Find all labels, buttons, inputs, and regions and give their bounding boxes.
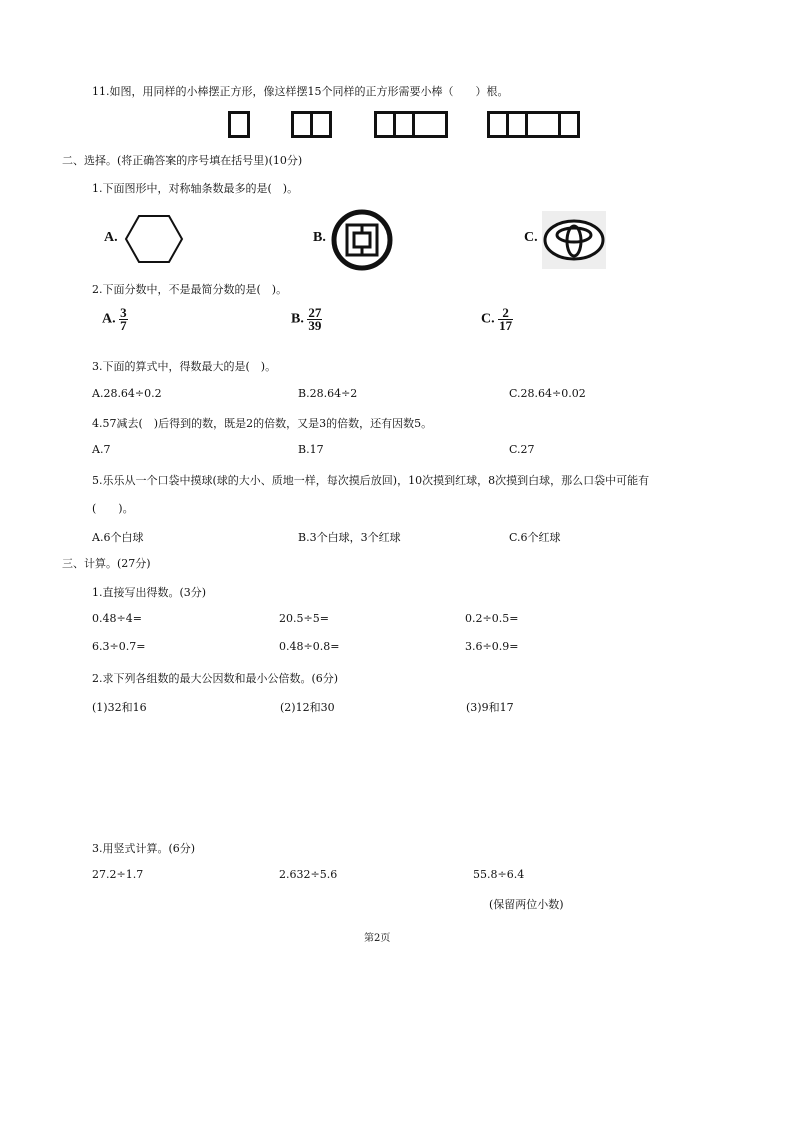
square-group-2-b	[310, 111, 332, 138]
question-11: 11.如图，用同样的小棒摆正方形，像这样摆15个同样的正方形需要小棒（ ）根。	[92, 85, 509, 98]
square-group-3-c	[412, 111, 448, 138]
s2-q2-a-label: A.	[102, 311, 116, 327]
fraction-c-denominator: 17	[499, 318, 513, 333]
fraction-a	[119, 307, 128, 332]
s3-q3-item: 55.8÷6.4	[473, 868, 525, 881]
s2-question-3: 3.下面的算式中，得数最大的是( )。	[92, 360, 277, 373]
s2-q2-option-c	[481, 307, 513, 332]
s2-q1-option-b-label: B.	[313, 230, 326, 245]
s3-q1-expr: 3.6÷0.9=	[465, 640, 519, 653]
fraction-c-numerator: 2	[498, 307, 513, 320]
s2-q4-option-a: A.7	[92, 443, 111, 456]
s3-q1-expr: 20.5÷5=	[279, 612, 329, 625]
s2-q3-option-b: B.28.64÷2	[298, 387, 358, 400]
s2-q4-option-b: B.17	[298, 443, 324, 456]
s3-q3-item: 27.2÷1.7	[92, 868, 144, 881]
s3-q1-expr: 6.3÷0.7=	[92, 640, 146, 653]
s2-question-1: 1.下面图形中，对称轴条数最多的是( )。	[92, 182, 299, 195]
s3-q1-expr: 0.48÷0.8=	[279, 640, 340, 653]
fraction-b-denominator: 39	[308, 318, 322, 333]
s3-q3-note: (保留两位小数)	[489, 898, 564, 911]
section-2-title: 二、选择。(将正确答案的序号填在括号里)(10分)	[62, 154, 303, 167]
toyota-logo-figure	[542, 211, 606, 269]
s2-q3-option-c: C.28.64÷0.02	[509, 387, 586, 400]
s2-q4-option-c: C.27	[509, 443, 535, 456]
hexagon-figure	[124, 214, 184, 264]
s3-q1-expr: 0.2÷0.5=	[465, 612, 519, 625]
s2-q2-option-b	[291, 307, 322, 332]
s2-question-4: 4.57减去( )后得到的数，既是2的倍数，又是3的倍数，还有因数5。	[92, 417, 433, 430]
fraction-a-denominator: 7	[120, 318, 127, 333]
section-3-title: 三、计算。(27分)	[62, 557, 151, 570]
s2-q2-option-a	[102, 307, 128, 332]
s2-question-5-line-2: ( )。	[92, 502, 134, 515]
s2-q1-option-a-label: A.	[104, 230, 118, 245]
square-group-4-c	[525, 111, 561, 138]
stick-squares-figure	[228, 111, 588, 141]
square-group-4-d	[558, 111, 580, 138]
fraction-b-numerator: 27	[308, 305, 322, 320]
s2-q5-option-a: A.6个白球	[92, 531, 144, 544]
s2-q5-option-b: B.3个白球，3个红球	[298, 531, 401, 544]
s3-q2-item: (1)32和16	[92, 701, 147, 714]
fraction-b	[307, 307, 322, 332]
page-number: 第2页	[364, 933, 391, 944]
s3-question-3: 3.用竖式计算。(6分)	[92, 842, 196, 855]
s2-question-2: 2.下面分数中，不是最简分数的是( )。	[92, 283, 288, 296]
square-group-1	[228, 111, 250, 138]
s2-q2-b-label: B.	[291, 311, 304, 327]
s2-q3-option-a: A.28.64÷0.2	[92, 387, 162, 400]
s2-q2-c-label: C.	[481, 311, 495, 327]
fraction-c	[498, 307, 513, 332]
s2-q1-option-c-label: C.	[524, 230, 538, 245]
s3-question-1: 1.直接写出得数。(3分)	[92, 586, 207, 599]
s3-q2-item: (3)9和17	[466, 701, 514, 714]
s3-question-2: 2.求下列各组数的最大公因数和最小公倍数。(6分)	[92, 672, 339, 685]
s2-question-5-line-1: 5.乐乐从一个口袋中摸球(球的大小、质地一样，每次摸后放回)，10次摸到红球，8次摸到白球，那么口袋中可能有	[92, 474, 650, 487]
s3-q1-expr: 0.48÷4=	[92, 612, 142, 625]
s3-q3-item: 2.632÷5.6	[279, 868, 338, 881]
s3-q2-item: (2)12和30	[280, 701, 335, 714]
ancient-coin-figure	[331, 209, 393, 271]
s2-q5-option-c: C.6个红球	[509, 531, 561, 544]
fraction-a-numerator: 3	[120, 305, 127, 320]
